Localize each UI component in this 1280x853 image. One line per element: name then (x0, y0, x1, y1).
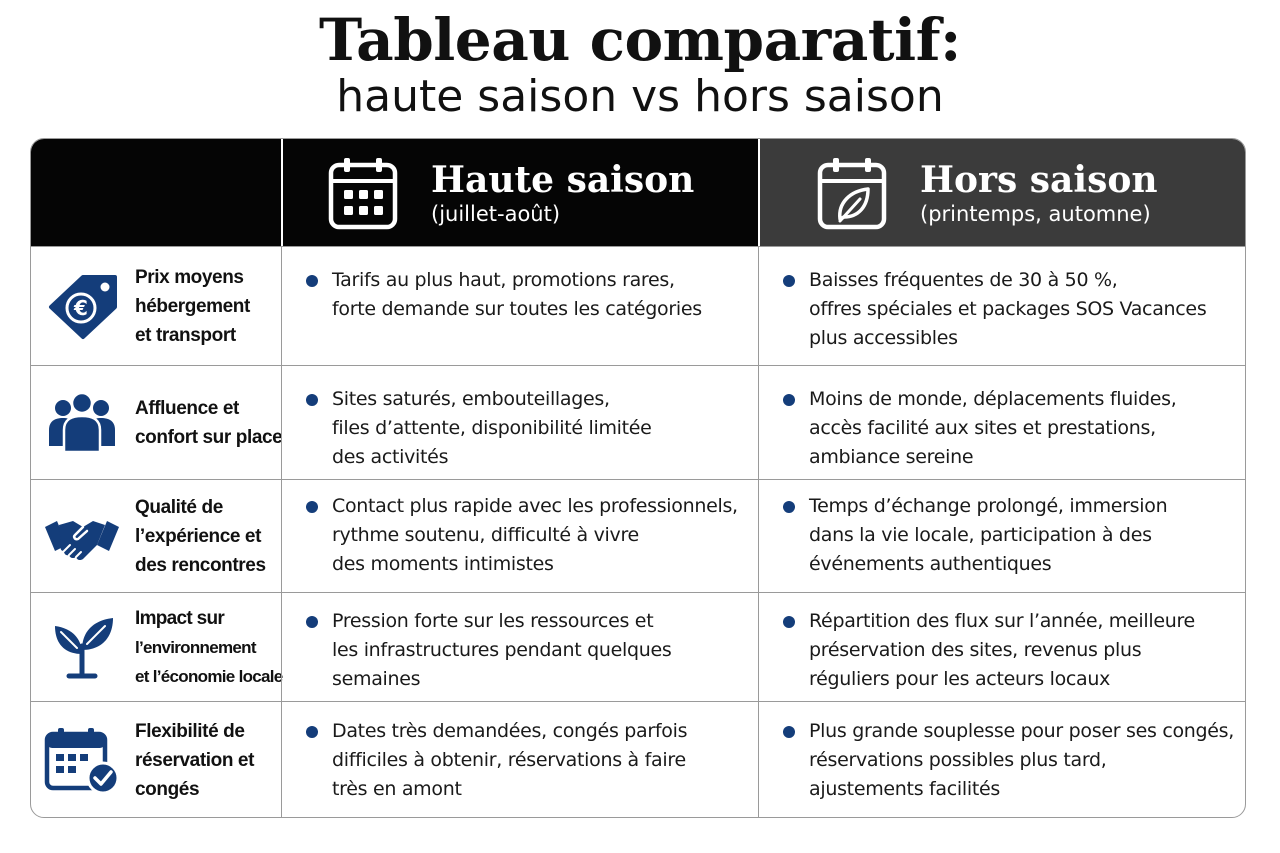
table-row (31, 479, 1245, 592)
cell-high-season (281, 480, 758, 592)
crowd-icon (43, 388, 121, 458)
header-low-title: Hors saison (920, 158, 1158, 201)
cell-line: semaines (332, 668, 421, 690)
cell-line: des activités (332, 446, 449, 468)
page-subtitle: haute saison vs hors saison (336, 71, 944, 122)
label-line: réservation et (135, 750, 255, 771)
bullet-dot (306, 394, 318, 406)
label-line: l’expérience et (135, 525, 262, 547)
cell-line: forte demande sur toutes les catégories (332, 298, 702, 320)
cell-line: Moins de monde, déplacements fluides, (809, 388, 1177, 410)
label-line: Qualité de (135, 496, 223, 518)
bullet-dot (306, 275, 318, 287)
cell-line: plus accessibles (809, 327, 958, 349)
header-corner (31, 139, 281, 246)
page-title: Tableau comparatif: (319, 6, 961, 74)
calendar-leaf-icon (816, 155, 888, 231)
cell-line: ajustements facilités (809, 778, 1000, 800)
header-low-subtitle: (printemps, automne) (920, 201, 1151, 226)
calendar-check-icon (43, 726, 121, 796)
label-line: et transport (135, 324, 236, 346)
label-line: des rencontres (135, 554, 266, 576)
bullet-dot (783, 394, 795, 406)
cell-line: accès facilité aux sites et prestations, (809, 417, 1156, 439)
cell-line: Baisses fréquentes de 30 à 50 %, (809, 269, 1118, 291)
cell-line: réguliers pour les acteurs locaux (809, 668, 1111, 690)
row-label (31, 593, 281, 701)
cell-line: Dates très demandées, congés parfois (332, 720, 688, 742)
bullet-dot (306, 501, 318, 513)
cell-low-season (758, 247, 1245, 365)
cell-low-season (758, 593, 1245, 701)
label-line: Flexibilité de (135, 721, 245, 742)
cell-line: Contact plus rapide avec les professionnels, (332, 495, 738, 517)
bullet-dot (783, 275, 795, 287)
comparison-table (30, 138, 1246, 818)
table-row (31, 592, 1245, 701)
bullet-dot (783, 726, 795, 738)
label-line: et l’économie locale (135, 666, 283, 686)
cell-high-season (281, 702, 758, 818)
label-line: Affluence et (135, 397, 239, 419)
handshake-icon (43, 501, 121, 571)
label-line: hébergement (135, 295, 250, 317)
euro-price-tag-icon (43, 271, 121, 341)
cell-line: rythme soutenu, difficulté à vivre (332, 524, 639, 546)
cell-line: Sites saturés, embouteillages, (332, 388, 610, 410)
header-high-season (281, 139, 758, 246)
cell-high-season (281, 247, 758, 365)
cell-line: Répartition des flux sur l’année, meilleure (809, 610, 1195, 632)
header-high-subtitle: (juillet-août) (431, 201, 561, 226)
cell-line: Tarifs au plus haut, promotions rares, (332, 269, 675, 291)
header-low-season (758, 139, 1245, 246)
cell-line: réservations possibles plus tard, (809, 749, 1107, 771)
header-high-title: Haute saison (431, 158, 695, 201)
cell-line: très en amont (332, 778, 462, 800)
cell-line: Pression forte sur les ressources et (332, 610, 654, 632)
row-label (31, 247, 281, 365)
row-label (31, 480, 281, 592)
cell-line: les infrastructures pendant quelques (332, 639, 672, 661)
cell-line: ambiance sereine (809, 446, 974, 468)
cell-line: Plus grande souplesse pour poser ses congés, (809, 720, 1235, 742)
svg-text:€: € (74, 296, 88, 320)
label-line: Impact sur (135, 607, 225, 629)
cell-high-season (281, 593, 758, 701)
calendar-icon (327, 155, 399, 231)
cell-line: événements authentiques (809, 553, 1052, 575)
row-label (31, 702, 281, 818)
table-header (31, 139, 1245, 246)
bullet-dot (306, 726, 318, 738)
cell-line: dans la vie locale, participation à des (809, 524, 1152, 546)
cell-line: des moments intimistes (332, 553, 554, 575)
cell-line: offres spéciales et packages SOS Vacances (809, 298, 1207, 320)
cell-line: difficiles à obtenir, réservations à faire (332, 749, 686, 771)
bullet-dot (306, 616, 318, 628)
page-header (0, 4, 1280, 120)
bullet-dot (783, 616, 795, 628)
cell-low-season (758, 480, 1245, 592)
bullet-dot (783, 501, 795, 513)
cell-line: préservation des sites, revenus plus (809, 639, 1142, 661)
table-row (31, 701, 1245, 818)
row-label (31, 366, 281, 479)
label-line: confort sur place (135, 426, 283, 448)
cell-line: Temps d’échange prolongé, immersion (809, 495, 1168, 517)
cell-line: files d’attente, disponibilité limitée (332, 417, 652, 439)
cell-low-season (758, 702, 1245, 818)
label-line: congés (135, 779, 200, 800)
label-line: Prix moyens (135, 266, 244, 288)
table-row (31, 365, 1245, 479)
sprout-icon (43, 612, 121, 682)
cell-high-season (281, 366, 758, 479)
label-line: l’environnement (135, 637, 256, 657)
table-row (31, 246, 1245, 365)
cell-low-season (758, 366, 1245, 479)
